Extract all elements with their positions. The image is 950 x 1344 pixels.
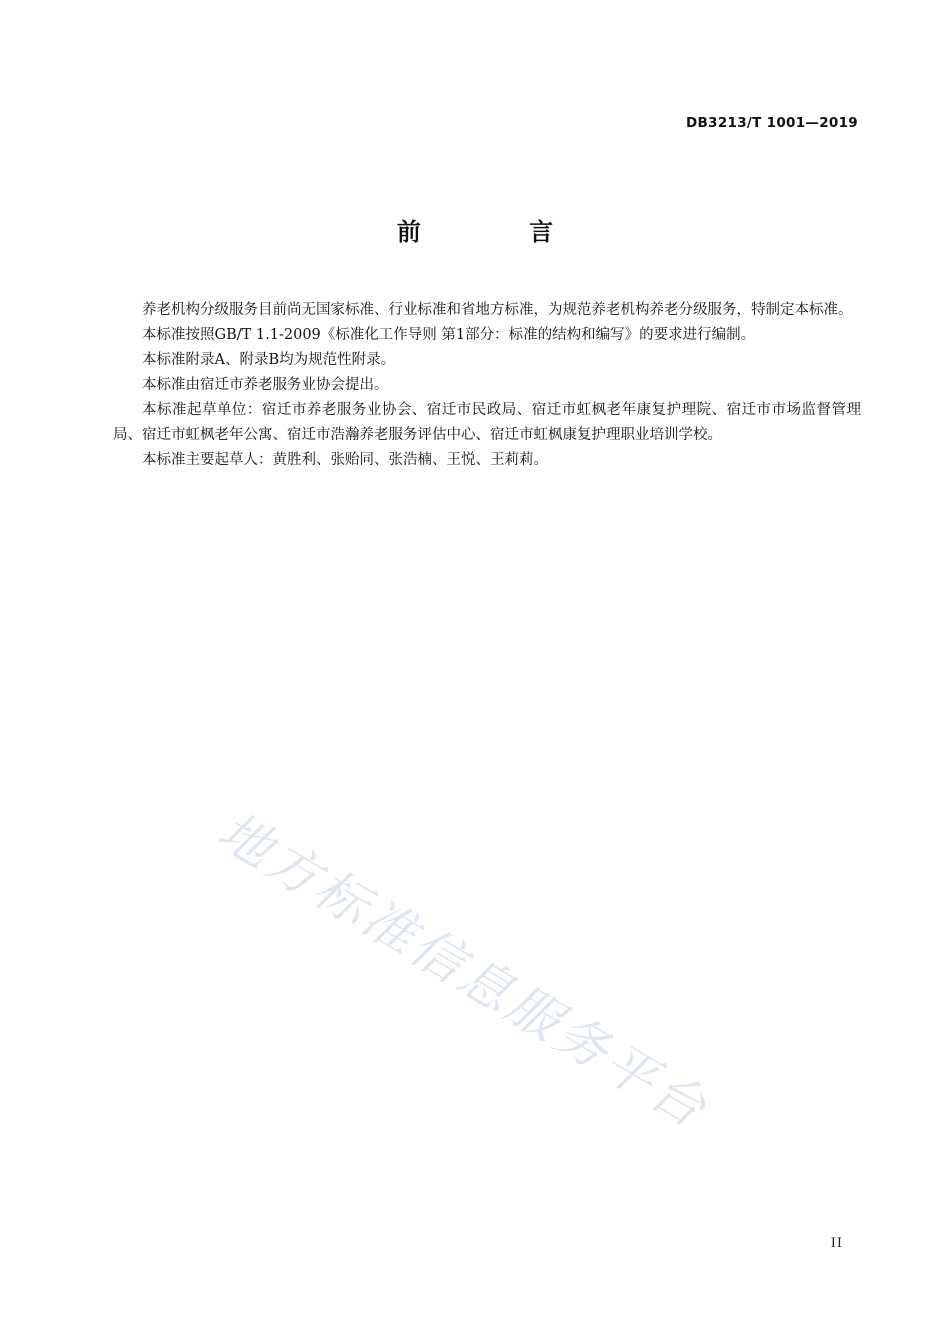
standard-code: DB3213/T 1001—2019 [686,115,858,131]
preface-body [113,298,861,473]
paragraph-purpose: 养老机构分级服务目前尚无国家标准、行业标准和省地方标准，为规范养老机构养老分级服务，特制定本标准。 [142,302,853,318]
paragraph-appendices: 本标准附录A、附录B均为规范性附录。 [142,352,396,368]
paragraph-drafting-units: 本标准起草单位：宿迁市养老服务业协会、宿迁市民政局、宿迁市虹枫老年康复护理院、宿迁市市场监督管理局、宿迁市虹枫老年公寓、宿迁市浩瀚养老服务评估中心、宿迁市虹枫康复护理职业培训学校。 [113,402,861,443]
paragraph-drafting-rules: 本标准按照GB/T 1.1-2009《标准化工作导则 第1部分：标准的结构和编写》的要求进行编制。 [142,327,756,343]
page-number: II [830,1236,843,1251]
paragraph-drafters: 本标准主要起草人：黄胜利、张贻同、张浩楠、王悦、王莉莉。 [142,452,548,468]
watermark: 地方标准信息服务平台 [207,801,719,1142]
paragraph-proposer: 本标准由宿迁市养老服务业协会提出。 [142,377,389,393]
page-title: 前 言 [396,218,604,246]
